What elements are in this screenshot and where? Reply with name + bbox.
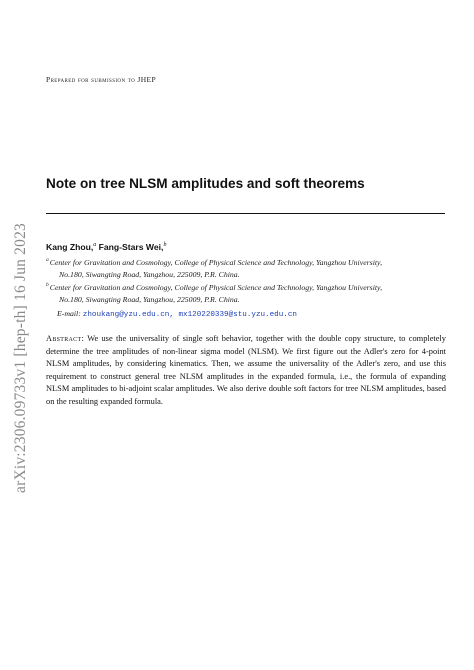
email-line [57, 309, 297, 319]
email-label: E-mail: [57, 309, 81, 318]
affiliation-mark: b [46, 282, 49, 289]
email-addresses[interactable]: zhoukang@yzu.edu.cn, mx120220339@stu.yzu.edu.cn [82, 311, 297, 319]
affiliation-b [46, 282, 446, 306]
abstract [46, 333, 446, 408]
title-rule [46, 213, 445, 214]
arxiv-identifier: arXiv:2306.09733v1 [hep-th] 16 Jun 2023 [12, 223, 30, 493]
abstract-text: We use the universality of single soft behavior, together with the double copy structure, to completely determine the tree amplitudes of non-linear sigma model (NLSM). We first figure out the Adler's zero for 4-point NLSM amplitudes, by considering kinematics. Then, we assume the universality of the Adler's zero, and use this requirement to construct general tree NLSM amplitudes in the expanded formula, i.e., the formula of expanding NLSM amplitudes to bi-adjoint scalar amplitudes. We also derive double soft factors for tree NLSM amplitudes, based on the resulting expanded formula. [46, 334, 446, 406]
author-affiliation-mark: b [163, 242, 167, 249]
author-list [46, 242, 166, 252]
paper-title: Note on tree NLSM amplitudes and soft theorems [46, 176, 365, 191]
affiliation-line-1: Center for Gravitation and Cosmology, College of Physical Science and Technology, Yangzhou University, [49, 258, 383, 267]
prepared-for-note: Prepared for submission to JHEP [46, 75, 157, 84]
affiliation-a [46, 257, 446, 281]
affiliation-line-2: No.180, Siwangting Road, Yangzhou, 225009, P.R. China. [59, 295, 240, 304]
affiliation-line-2: No.180, Siwangting Road, Yangzhou, 225009, P.R. China. [59, 270, 240, 279]
affiliation-mark: a [46, 257, 49, 264]
affiliation-line-1: Center for Gravitation and Cosmology, College of Physical Science and Technology, Yangzhou University, [49, 283, 383, 292]
arxiv-stamp [6, 212, 36, 504]
author-affiliation-mark: a [93, 242, 97, 249]
author-name: Kang Zhou, [46, 242, 94, 252]
abstract-label: Abstract: [46, 334, 85, 343]
author-name: Fang-Stars Wei, [98, 242, 164, 252]
